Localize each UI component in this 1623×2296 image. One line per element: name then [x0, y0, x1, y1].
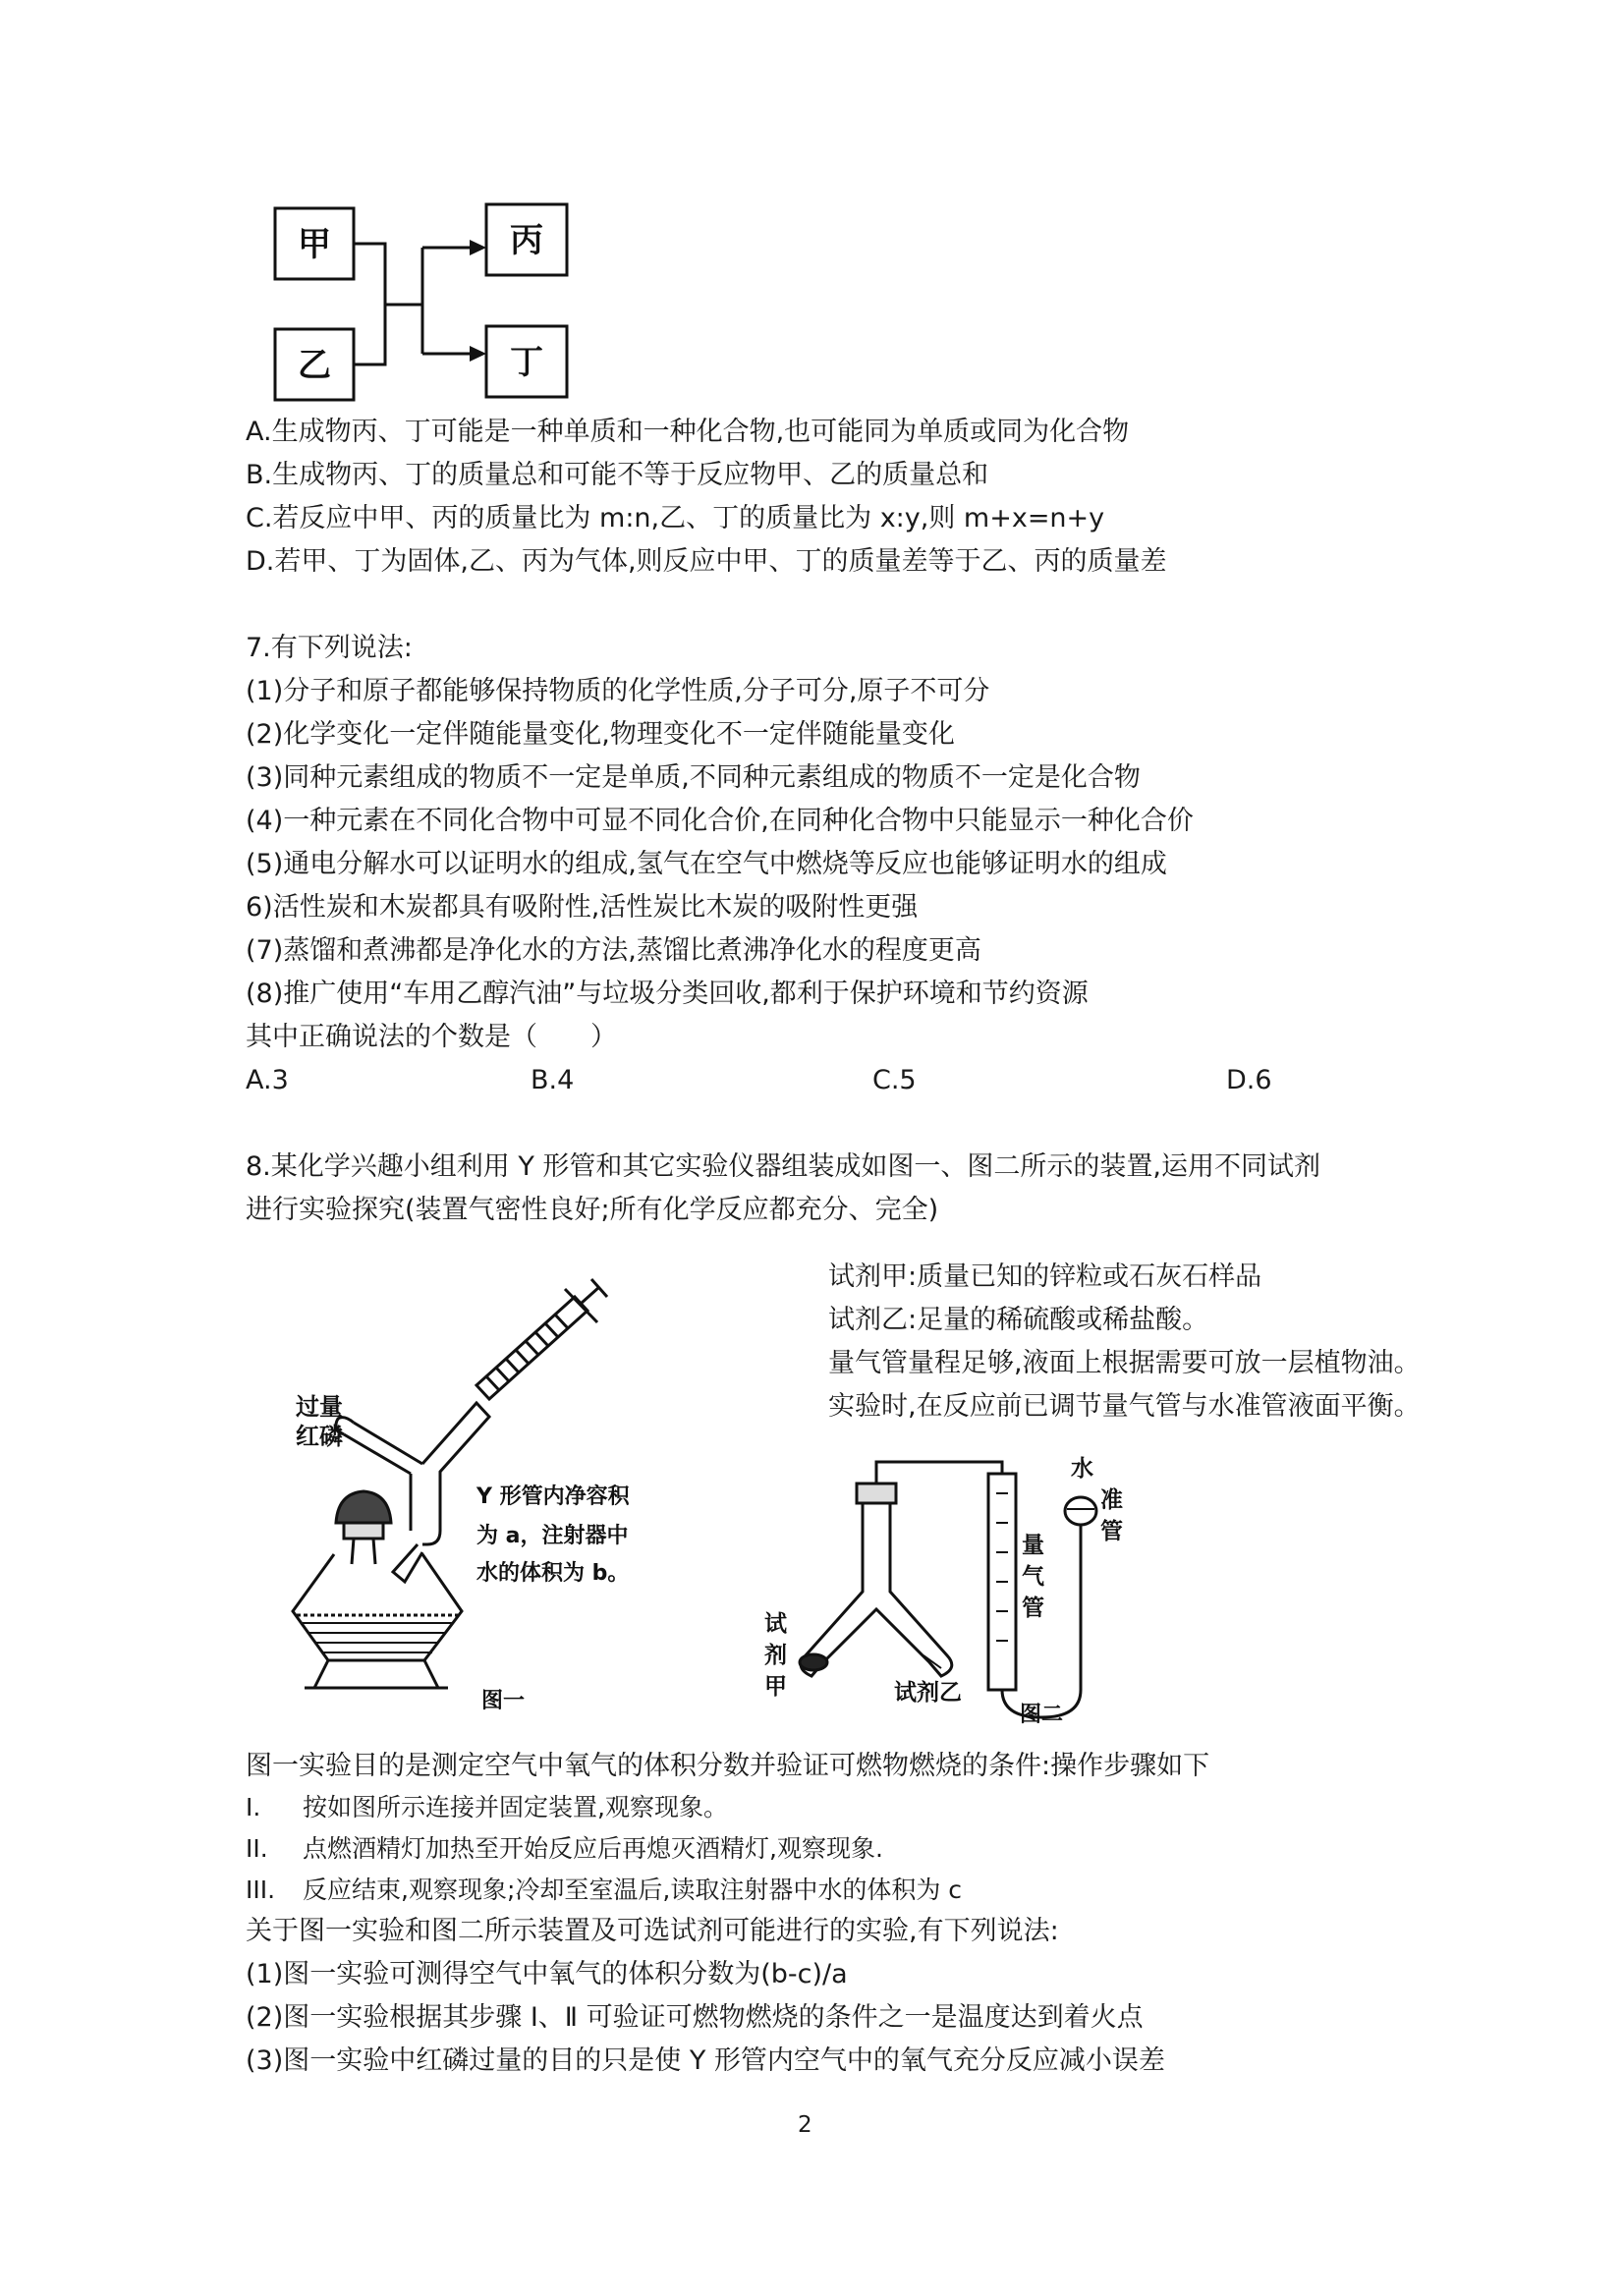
y-tube-2-icon	[800, 1484, 952, 1676]
q8-step-1	[246, 1790, 728, 1825]
q8-note-reagent-a: 试剂甲:质量已知的锌粒或石灰石样品	[828, 1261, 1262, 1292]
fig2-label-reagent-b: 试剂乙	[894, 1680, 962, 1706]
fig2-label-level-tube-1: 水	[1071, 1456, 1093, 1482]
q6-option-b: B.生成物丙、丁的质量总和可能不等于反应物甲、乙的质量总和	[246, 460, 989, 490]
q8-step-3-num: III.	[246, 1876, 276, 1904]
q8-claim-1: (1)图一实验可测得空气中氧气的体积分数为(b-c)/a	[246, 1959, 848, 1989]
q8-step-1-num: I.	[246, 1793, 261, 1821]
figure-1-apparatus	[275, 1277, 747, 1729]
q7-statement-8: (8)推广使用“车用乙醇汽油”与垃圾分类回收,都利于保护环境和节约资源	[246, 979, 1089, 1009]
fig2-label-gas-tube-1: 量	[1022, 1533, 1044, 1558]
q7-question: 其中正确说法的个数是（ ）	[246, 1022, 617, 1052]
box-ding-label: 丁	[510, 343, 543, 382]
q8-step-2-text: 点燃酒精灯加热至开始反应后再熄灭酒精灯,观察现象.	[303, 1834, 883, 1863]
fig1-note-line3: 水的体积为 b。	[476, 1561, 630, 1586]
q8-claim-3: (3)图一实验中红磷过量的目的只是使 Y 形管内空气中的氧气充分反应减小误差	[246, 2045, 1165, 2076]
q7-choice-b: B.4	[531, 1065, 575, 1095]
q7-choice-d: D.6	[1226, 1065, 1272, 1095]
fig2-label-level-tube-3: 管	[1100, 1519, 1123, 1544]
q8-step-3	[246, 1873, 962, 1908]
q7-statement-5: (5)通电分解水可以证明水的组成,氢气在空气中燃烧等反应也能够证明水的组成	[246, 849, 1167, 879]
q7-statement-6: 6)活性炭和木炭都具有吸附性,活性炭比木炭的吸附性更强	[246, 892, 919, 923]
q8-stem-line1: 8.某化学兴趣小组利用 Y 形管和其它实验仪器组装成如图一、图二所示的装置,运用不同试剂	[246, 1151, 1320, 1182]
fig2-label-gas-tube-3: 管	[1022, 1596, 1044, 1621]
q7-stem: 7.有下列说法:	[246, 633, 413, 663]
fig1-caption: 图一	[481, 1689, 526, 1713]
q6-option-c: C.若反应中甲、丙的质量比为 m:n,乙、丁的质量比为 x:y,则 m+x=n+y	[246, 503, 1105, 533]
phosphorus-bulb-icon	[336, 1491, 391, 1564]
q8-step-2-num: II.	[246, 1834, 268, 1863]
q8-claim-2: (2)图一实验根据其步骤 Ⅰ、Ⅱ 可验证可燃物燃烧的条件之一是温度达到着火点	[246, 2002, 1144, 2033]
q8-purpose: 图一实验目的是测定空气中氧气的体积分数并验证可燃物燃烧的条件:操作步骤如下	[246, 1751, 1210, 1781]
figure-2-apparatus	[756, 1444, 1346, 1739]
connector-tube	[876, 1462, 1002, 1484]
fig2-label-level-tube-2: 准	[1100, 1487, 1123, 1513]
fig2-label-gas-tube-2: 气	[1022, 1564, 1044, 1590]
fig2-caption: 图二	[1020, 1703, 1064, 1727]
q6-option-d: D.若甲、丁为固体,乙、丙为气体,则反应中甲、丁的质量差等于乙、丙的质量差	[246, 546, 1167, 577]
box-yi-label: 乙	[298, 346, 331, 385]
q7-statement-1: (1)分子和原子都能够保持物质的化学性质,分子可分,原子不可分	[246, 676, 990, 706]
q8-step-2	[246, 1831, 883, 1867]
q8-note-balance: 实验时,在反应前已调节量气管与水准管液面平衡。	[828, 1391, 1421, 1422]
arrow-to-bing-icon	[470, 240, 486, 255]
q8-note-reagent-b: 试剂乙:足量的稀硫酸或稀盐酸。	[828, 1305, 1209, 1335]
water-bath-icon	[293, 1554, 462, 1688]
q7-statement-2: (2)化学变化一定伴随能量变化,物理变化不一定伴随能量变化	[246, 719, 955, 750]
q8-step-1-text: 按如图所示连接并固定装置,观察现象。	[303, 1793, 728, 1821]
fig2-label-reagent-a-2: 剂	[764, 1643, 787, 1668]
q8-about: 关于图一实验和图二所示装置及可选试剂可能进行的实验,有下列说法:	[246, 1916, 1059, 1946]
reagent-a-icon	[800, 1654, 827, 1670]
arrow-to-ding-icon	[470, 346, 486, 362]
q8-note-gas-tube: 量气管量程足够,液面上根据需要可放一层植物油。	[828, 1348, 1421, 1378]
q7-choice-a: A.3	[246, 1065, 289, 1095]
box-jia-label: 甲	[298, 225, 331, 264]
level-tube-icon	[1065, 1497, 1096, 1525]
fig1-label-red-phosphorus: 红磷	[296, 1423, 343, 1450]
fig1-note-line2: 为 a，注射器中	[476, 1524, 629, 1548]
fig2-label-reagent-a-3: 甲	[764, 1674, 787, 1700]
reaction-flow-diagram	[265, 196, 589, 403]
fig2-label-reagent-a-1: 试	[764, 1611, 787, 1637]
box-bing-label: 丙	[510, 221, 543, 260]
q8-stem-line2: 进行实验探究(装置气密性良好;所有化学反应都充分、完全)	[246, 1195, 939, 1225]
page-number: 2	[798, 2112, 812, 2138]
q6-option-a: A.生成物丙、丁可能是一种单质和一种化合物,也可能同为单质或同为化合物	[246, 417, 1130, 447]
connector-lines	[354, 244, 476, 364]
q7-statement-4: (4)一种元素在不同化合物中可显不同化合价,在同种化合物中只能显示一种化合价	[246, 806, 1194, 836]
q7-choice-c: C.5	[872, 1065, 917, 1095]
q7-statement-7: (7)蒸馏和煮沸都是净化水的方法,蒸馏比煮沸净化水的程度更高	[246, 935, 981, 966]
q7-statement-3: (3)同种元素组成的物质不一定是单质,不同种元素组成的物质不一定是化合物	[246, 762, 1141, 793]
q8-step-3-text: 反应结束,观察现象;冷却至室温后,读取注射器中水的体积为 c	[303, 1876, 963, 1904]
fig1-label-excess: 过量	[296, 1393, 343, 1421]
fig1-note-line1: Y 形管内净容积	[476, 1484, 630, 1509]
syringe-icon	[476, 1279, 607, 1399]
